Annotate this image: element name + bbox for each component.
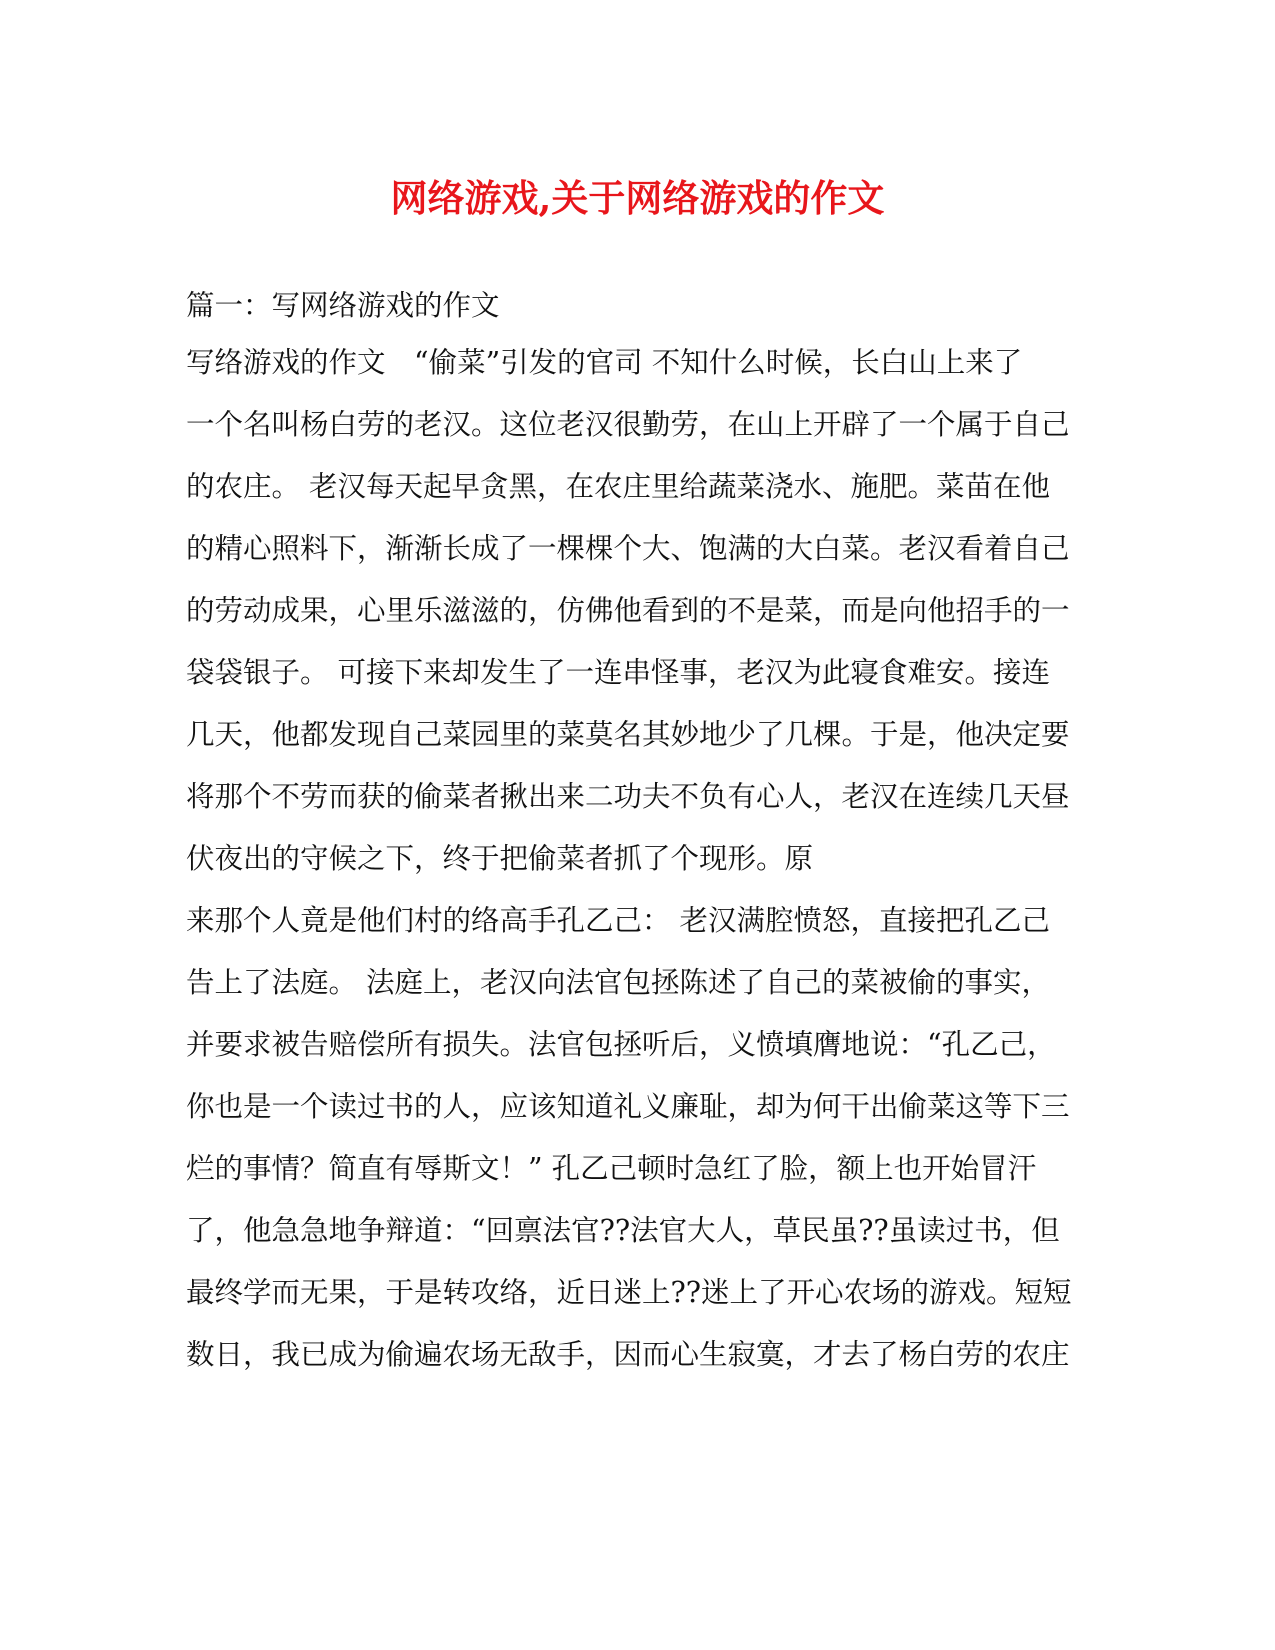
body-line: 数日，我已成为偷遍农场无敌手，因而心生寂寞，才去了杨白劳的农庄 (186, 1338, 1070, 1371)
body-line: 袋袋银子。 可接下来却发生了一连串怪事，老汉为此寝食难安。接连 (186, 656, 1051, 689)
body-line: 将那个不劳而获的偷菜者揪出来二功夫不负有心人，老汉在连续几天昼 (186, 780, 1070, 813)
body-line: 伏夜出的守候之下，终于把偷菜者抓了个现形。原 (186, 842, 814, 875)
body-line: 了，他急急地争辩道：“回禀法官??法官大人，草民虽??虽读过书，但 (186, 1214, 1060, 1247)
body-line: 的农庄。 老汉每天起早贪黑，在农庄里给蔬菜浇水、施肥。菜苗在他 (186, 470, 1051, 503)
body-line: 的劳动成果，心里乐滋滋的，仿佛他看到的不是菜，而是向他招手的一 (186, 594, 1070, 627)
body-line: 最终学而无果，于是转攻络，近日迷上??迷上了开心农场的游戏。短短 (186, 1276, 1072, 1309)
body-line: 一个名叫杨白劳的老汉。这位老汉很勤劳，在山上开辟了一个属于自己 (186, 408, 1070, 441)
document-title: 网络游戏,关于网络游戏的作文 (390, 176, 885, 220)
body-line: 烂的事情？简直有辱斯文！” 孔乙己顿时急红了脸，额上也开始冒汗 (186, 1152, 1037, 1185)
body-line: 的精心照料下，渐渐长成了一棵棵个大、饱满的大白菜。老汉看着自己 (186, 532, 1070, 565)
body-line: 几天，他都发现自己菜园里的菜莫名其妙地少了几棵。于是，他决定要 (186, 718, 1070, 751)
body-line: 你也是一个读过书的人，应该知道礼义廉耻，却为何干出偷菜这等下三 (186, 1090, 1070, 1123)
body-line: 告上了法庭。 法庭上，老汉向法官包拯陈述了自己的菜被偷的事实， (186, 966, 1051, 999)
body-line: 写络游戏的作文 “偷菜”引发的官司 不知什么时候，长白山上来了 (186, 346, 1023, 379)
body-line: 来那个人竟是他们村的络高手孔乙己： 老汉满腔愤怒，直接把孔乙己 (186, 904, 1051, 937)
body-line: 并要求被告赔偿所有损失。法官包拯听后，义愤填膺地说：“孔乙己， (186, 1028, 1056, 1061)
section-heading: 篇一：写网络游戏的作文 (186, 289, 500, 322)
